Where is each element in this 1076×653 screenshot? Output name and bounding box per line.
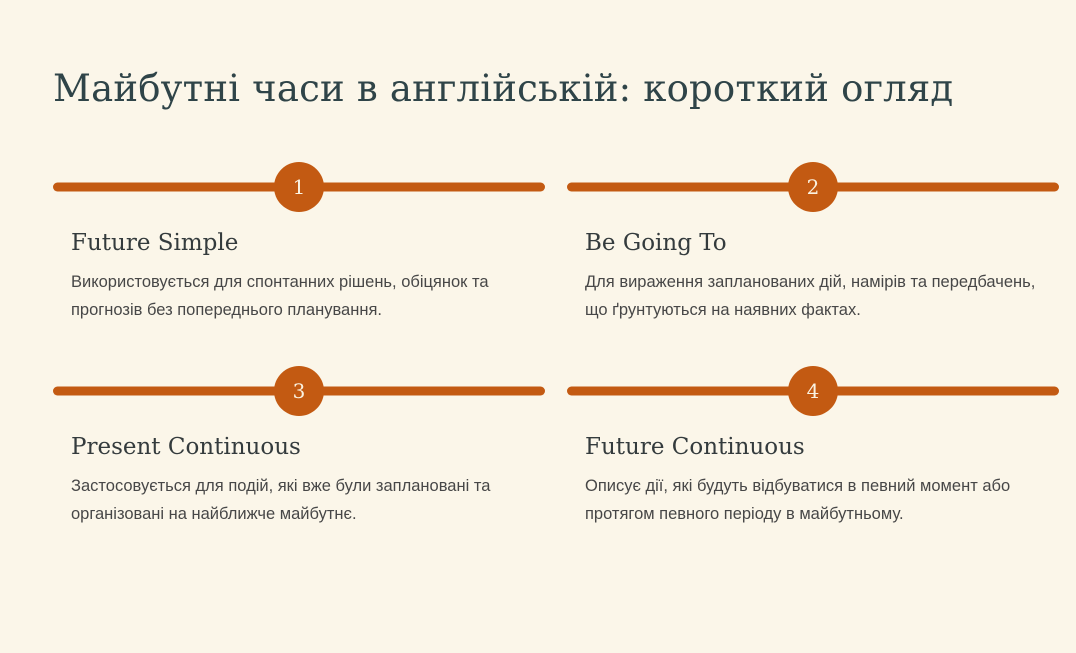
timeline-divider [567,162,1059,212]
timeline-divider [53,366,545,416]
tense-section [567,162,1059,324]
tense-section [567,366,1059,528]
step-number-badge [788,162,838,212]
step-number: 1 [292,175,306,199]
tense-heading: Be Going To [585,230,727,256]
page-title: Майбутні часи в англійській: короткий огляд [53,67,954,110]
step-number: 2 [806,175,820,199]
tense-description: Для вираження запланованих дій, намірів та передбачень, що ґрунтуються на наявних фактах. [585,273,1036,319]
step-number: 3 [292,379,306,403]
sections-grid [53,162,1059,528]
slide [0,64,1076,653]
tense-heading: Future Simple [71,230,239,256]
tense-heading: Present Continuous [71,434,301,460]
tense-description: Використовується для спонтанних рішень, обіцянок та прогнозів без попереднього планування. [71,273,489,319]
tense-description: Описує дії, які будуть відбуватися в певний момент або протягом певного періоду в майбутньому. [585,477,1011,523]
timeline-divider [53,162,545,212]
tense-heading: Future Continuous [585,434,805,460]
tense-section [53,366,545,528]
timeline-divider [567,366,1059,416]
step-number-badge [788,366,838,416]
step-number-badge [274,366,324,416]
tense-section [53,162,545,324]
step-number: 4 [806,379,820,403]
step-number-badge [274,162,324,212]
tense-description: Застосовується для подій, які вже були заплановані та організовані на найближче майбутнє. [71,477,491,523]
